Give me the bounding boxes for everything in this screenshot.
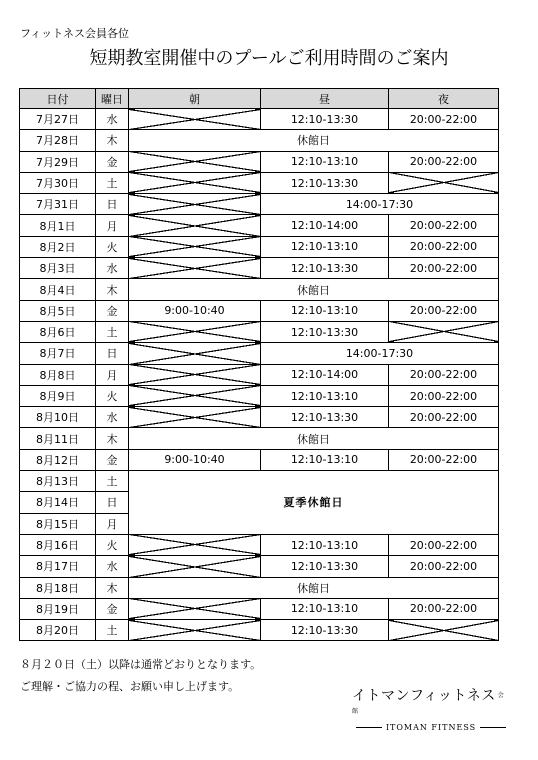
weekday-cell: 火 <box>96 534 129 555</box>
note-thanks: ご理解・ご協力の程、お願い申し上げます。 <box>20 680 240 693</box>
table-row <box>20 577 499 598</box>
table-row <box>20 258 499 279</box>
table-row <box>20 385 499 406</box>
weekday-cell: 金 <box>96 449 129 470</box>
noon-cell: 12:10-14:00 <box>261 215 389 236</box>
date-cell: 8月19日 <box>20 598 96 619</box>
night-cell <box>389 620 499 641</box>
date-cell: 7月28日 <box>20 130 96 151</box>
table-row <box>20 343 499 364</box>
logo-suffix: 会館 <box>352 692 505 715</box>
table-row <box>20 300 499 321</box>
schedule-table <box>19 88 499 641</box>
column-header-date: 日付 <box>20 89 96 109</box>
noon-cell: 12:10-13:10 <box>261 236 389 257</box>
night-cell: 20:00-22:00 <box>389 385 499 406</box>
night-cell: 20:00-22:00 <box>389 151 499 172</box>
night-cell: 20:00-22:00 <box>389 364 499 385</box>
date-cell: 7月31日 <box>20 194 96 215</box>
date-cell: 8月3日 <box>20 258 96 279</box>
morning-cell <box>129 321 261 342</box>
date-cell: 8月6日 <box>20 321 96 342</box>
morning-cell <box>129 215 261 236</box>
night-cell: 20:00-22:00 <box>389 215 499 236</box>
column-header-night: 夜 <box>389 89 499 109</box>
noon-cell: 12:10-13:10 <box>261 534 389 555</box>
morning-cell <box>129 407 261 428</box>
morning-cell <box>129 364 261 385</box>
morning-cell: 9:00-10:40 <box>129 449 261 470</box>
date-cell: 8月12日 <box>20 449 96 470</box>
column-header-noon: 昼 <box>261 89 389 109</box>
closed-cell: 休館日 <box>129 130 499 151</box>
night-cell: 20:00-22:00 <box>389 534 499 555</box>
night-cell <box>389 321 499 342</box>
noon-cell: 12:10-13:10 <box>261 598 389 619</box>
date-cell: 8月14日 <box>20 492 96 513</box>
noon-cell: 12:10-13:30 <box>261 620 389 641</box>
morning-cell <box>129 534 261 555</box>
weekday-cell: 木 <box>96 577 129 598</box>
weekday-cell: 木 <box>96 130 129 151</box>
closed-cell: 休館日 <box>129 577 499 598</box>
night-cell <box>389 172 499 193</box>
noon-cell: 12:10-14:00 <box>261 364 389 385</box>
weekday-cell: 木 <box>96 428 129 449</box>
date-cell: 8月20日 <box>20 620 96 641</box>
night-cell: 20:00-22:00 <box>389 598 499 619</box>
date-cell: 8月18日 <box>20 577 96 598</box>
date-cell: 8月7日 <box>20 343 96 364</box>
table-row <box>20 151 499 172</box>
table-row <box>20 236 499 257</box>
table-row <box>20 534 499 555</box>
weekday-cell: 月 <box>96 513 129 534</box>
table-row <box>20 471 499 492</box>
table-row <box>20 620 499 641</box>
morning-cell: 9:00-10:40 <box>129 300 261 321</box>
allday-cell: 14:00-17:30 <box>261 343 499 364</box>
noon-cell: 12:10-13:30 <box>261 407 389 428</box>
table-row <box>20 321 499 342</box>
noon-cell: 12:10-13:30 <box>261 321 389 342</box>
weekday-cell: 木 <box>96 279 129 300</box>
table-row <box>20 364 499 385</box>
weekday-cell: 水 <box>96 556 129 577</box>
night-cell: 20:00-22:00 <box>389 556 499 577</box>
logo-english: ITOMAN FITNESS <box>385 723 477 732</box>
noon-cell: 12:10-13:10 <box>261 151 389 172</box>
date-cell: 8月8日 <box>20 364 96 385</box>
column-header-morning: 朝 <box>129 89 261 109</box>
weekday-cell: 土 <box>96 172 129 193</box>
noon-cell: 12:10-13:30 <box>261 109 389 130</box>
date-cell: 8月11日 <box>20 428 96 449</box>
date-cell: 8月13日 <box>20 471 96 492</box>
night-cell: 20:00-22:00 <box>389 236 499 257</box>
noon-cell: 12:10-13:30 <box>261 258 389 279</box>
morning-cell <box>129 172 261 193</box>
weekday-cell: 金 <box>96 300 129 321</box>
night-cell: 20:00-22:00 <box>389 300 499 321</box>
allday-cell: 14:00-17:30 <box>261 194 499 215</box>
date-cell: 8月2日 <box>20 236 96 257</box>
noon-cell: 12:10-13:30 <box>261 556 389 577</box>
morning-cell <box>129 620 261 641</box>
weekday-cell: 土 <box>96 620 129 641</box>
morning-cell <box>129 194 261 215</box>
weekday-cell: 金 <box>96 151 129 172</box>
table-row <box>20 598 499 619</box>
table-row <box>20 172 499 193</box>
weekday-cell: 火 <box>96 385 129 406</box>
noon-cell: 12:10-13:10 <box>261 385 389 406</box>
table-row <box>20 130 499 151</box>
morning-cell <box>129 151 261 172</box>
morning-cell <box>129 236 261 257</box>
date-cell: 8月4日 <box>20 279 96 300</box>
noon-cell: 12:10-13:30 <box>261 172 389 193</box>
weekday-cell: 水 <box>96 109 129 130</box>
weekday-cell: 日 <box>96 343 129 364</box>
morning-cell <box>129 109 261 130</box>
weekday-cell: 月 <box>96 215 129 236</box>
date-cell: 8月16日 <box>20 534 96 555</box>
date-cell: 8月15日 <box>20 513 96 534</box>
weekday-cell: 日 <box>96 492 129 513</box>
weekday-cell: 水 <box>96 407 129 428</box>
date-cell: 8月5日 <box>20 300 96 321</box>
date-cell: 7月30日 <box>20 172 96 193</box>
weekday-cell: 月 <box>96 364 129 385</box>
weekday-cell: 火 <box>96 236 129 257</box>
date-cell: 8月9日 <box>20 385 96 406</box>
table-header-row <box>20 89 499 109</box>
weekday-cell: 水 <box>96 258 129 279</box>
morning-cell <box>129 556 261 577</box>
table-row <box>20 407 499 428</box>
brand-logo <box>352 688 510 732</box>
table-row <box>20 109 499 130</box>
table-row <box>20 194 499 215</box>
morning-cell <box>129 385 261 406</box>
summer-closed-cell: 夏季休館日 <box>129 471 499 535</box>
table-row <box>20 428 499 449</box>
page-title: 短期教室開催中のプールご利用時間のご案内 <box>89 48 449 69</box>
date-cell: 7月27日 <box>20 109 96 130</box>
morning-cell <box>129 258 261 279</box>
weekday-cell: 土 <box>96 471 129 492</box>
night-cell: 20:00-22:00 <box>389 258 499 279</box>
morning-cell <box>129 343 261 364</box>
table-row <box>20 449 499 470</box>
noon-cell: 12:10-13:10 <box>261 300 389 321</box>
logo-wordmark: イトマンフィットネス <box>352 688 496 704</box>
greeting: フィットネス会員各位 <box>20 27 130 40</box>
morning-cell <box>129 598 261 619</box>
night-cell: 20:00-22:00 <box>389 109 499 130</box>
date-cell: 8月1日 <box>20 215 96 236</box>
weekday-cell: 日 <box>96 194 129 215</box>
closed-cell: 休館日 <box>129 279 499 300</box>
column-header-weekday: 曜日 <box>96 89 129 109</box>
closed-cell: 休館日 <box>129 428 499 449</box>
note-resume: ８月２０日（土）以降は通常どおりとなります。 <box>20 658 262 671</box>
schedule-body <box>20 109 499 641</box>
table-row <box>20 556 499 577</box>
date-cell: 7月29日 <box>20 151 96 172</box>
night-cell: 20:00-22:00 <box>389 449 499 470</box>
table-row <box>20 279 499 300</box>
table-row <box>20 215 499 236</box>
night-cell: 20:00-22:00 <box>389 407 499 428</box>
date-cell: 8月10日 <box>20 407 96 428</box>
date-cell: 8月17日 <box>20 556 96 577</box>
weekday-cell: 土 <box>96 321 129 342</box>
weekday-cell: 金 <box>96 598 129 619</box>
noon-cell: 12:10-13:10 <box>261 449 389 470</box>
